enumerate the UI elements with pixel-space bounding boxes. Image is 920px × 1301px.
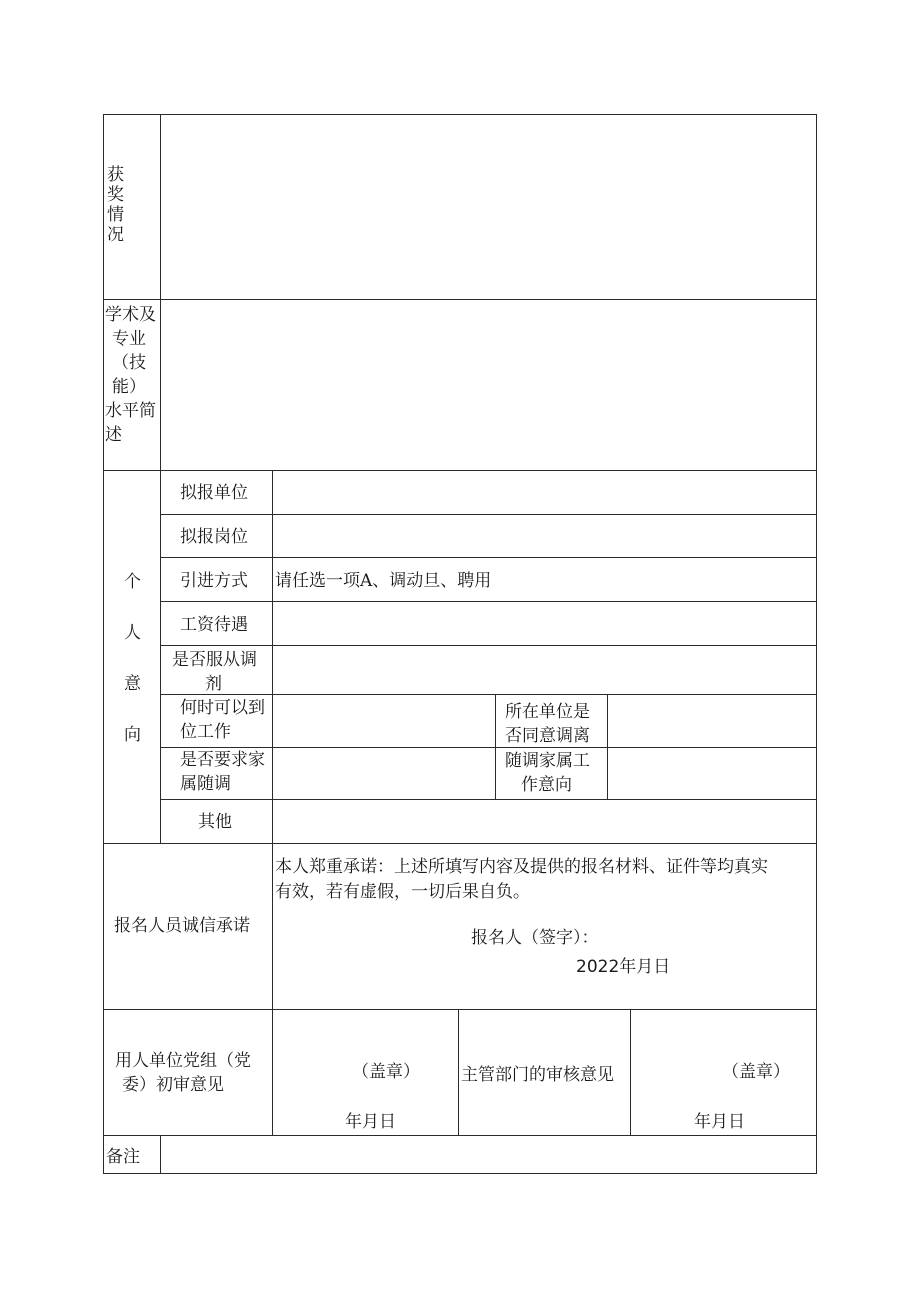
family-label [180,748,265,796]
start-time-label [180,696,265,744]
obey-adjust-line: 剂 [205,674,222,694]
party-date: 年月日 [345,1112,396,1132]
pledge-text-line: 本人郑重承诺：上述所填写内容及提供的报名材料、证件等均真实 [275,857,768,877]
pledge-date [576,955,670,979]
start-time-line: 位工作 [180,722,231,742]
party-review-line: 用人单位党组（党 [115,1051,251,1071]
party-seal: （盖章） [352,1062,420,1082]
family-line: 是否要求家 [180,750,265,770]
academic-label-line: 学术及 [105,305,156,325]
intention-label-char: 向 [124,725,141,745]
target-unit-field[interactable] [273,471,816,514]
party-review-line: 委）初审意见 [122,1075,224,1095]
awards-label-line: 获 [107,165,124,185]
intention-label-char: 意 [124,674,141,694]
intro-method-label: 引进方式 [180,571,248,591]
family-field[interactable] [273,748,495,799]
salary-field[interactable] [273,602,816,645]
target-unit-label: 拟报单位 [180,483,248,503]
unit-agree-label [505,700,590,748]
other-field[interactable] [273,800,816,843]
academic-label-line: 述 [105,425,122,445]
family-work-line: 作意向 [521,775,572,795]
unit-agree-line: 否同意调离 [505,726,590,746]
family-work-label [505,749,590,797]
target-post-label: 拟报岗位 [180,527,248,547]
col-divider [630,1009,631,1135]
dept-seal: （盖章） [722,1062,790,1082]
start-time-field[interactable] [273,695,495,747]
table-border-right [816,114,817,1174]
other-label: 其他 [198,812,232,832]
row-divider [160,557,817,558]
academic-label-line: 能） [112,377,146,397]
academic-label-line: 专业 [112,329,146,349]
col-divider [495,694,496,799]
start-time-line: 何时可以到 [180,698,265,718]
academic-content-cell[interactable] [161,300,816,470]
pledge-label: 报名人员诚信承诺 [114,916,250,936]
table-border-left [103,114,104,1174]
academic-label [105,303,156,447]
pledge-signer[interactable]: 报名人（签字）： [471,928,599,948]
academic-label-line: 水平简 [105,401,156,421]
awards-label [107,165,124,245]
awards-label-line: 情 [107,205,124,225]
obey-adjust-field[interactable] [273,646,816,694]
dept-date: 年月日 [694,1112,745,1132]
col-divider [458,1009,459,1135]
intention-label [124,557,141,761]
family-line: 属随调 [180,774,231,794]
row-divider [103,843,817,844]
party-review-label [115,1049,251,1097]
awards-label-line: 况 [107,225,124,245]
remarks-field[interactable] [161,1136,816,1173]
family-work-line: 随调家属工 [505,751,590,771]
remarks-label: 备注 [106,1147,140,1167]
unit-agree-line: 所在单位是 [505,702,590,722]
awards-content-cell[interactable] [161,115,816,299]
awards-label-line: 奖 [107,185,124,205]
academic-label-line: （技 [112,353,146,373]
intro-method-value[interactable]: 请任选一项A、调动旦、聘用 [275,571,492,591]
intention-label-char: 个 [124,572,141,592]
pledge-date-suffix: 年月日 [619,957,671,977]
salary-label: 工资待遇 [180,615,248,635]
obey-adjust-line: 是否服从调 [172,650,257,670]
unit-agree-field[interactable] [608,695,816,747]
table-border-bottom [103,1173,817,1174]
row-divider [103,1009,817,1010]
pledge-text-line: 有效，若有虚假，一切后果自负。 [275,882,530,902]
obey-adjust-label [172,648,257,696]
pledge-date-year: 2022 [576,957,620,977]
family-work-field[interactable] [608,748,816,799]
intention-label-char: 人 [124,623,141,643]
target-post-field[interactable] [273,515,816,557]
dept-review-label: 主管部门的审核意见 [461,1065,614,1085]
